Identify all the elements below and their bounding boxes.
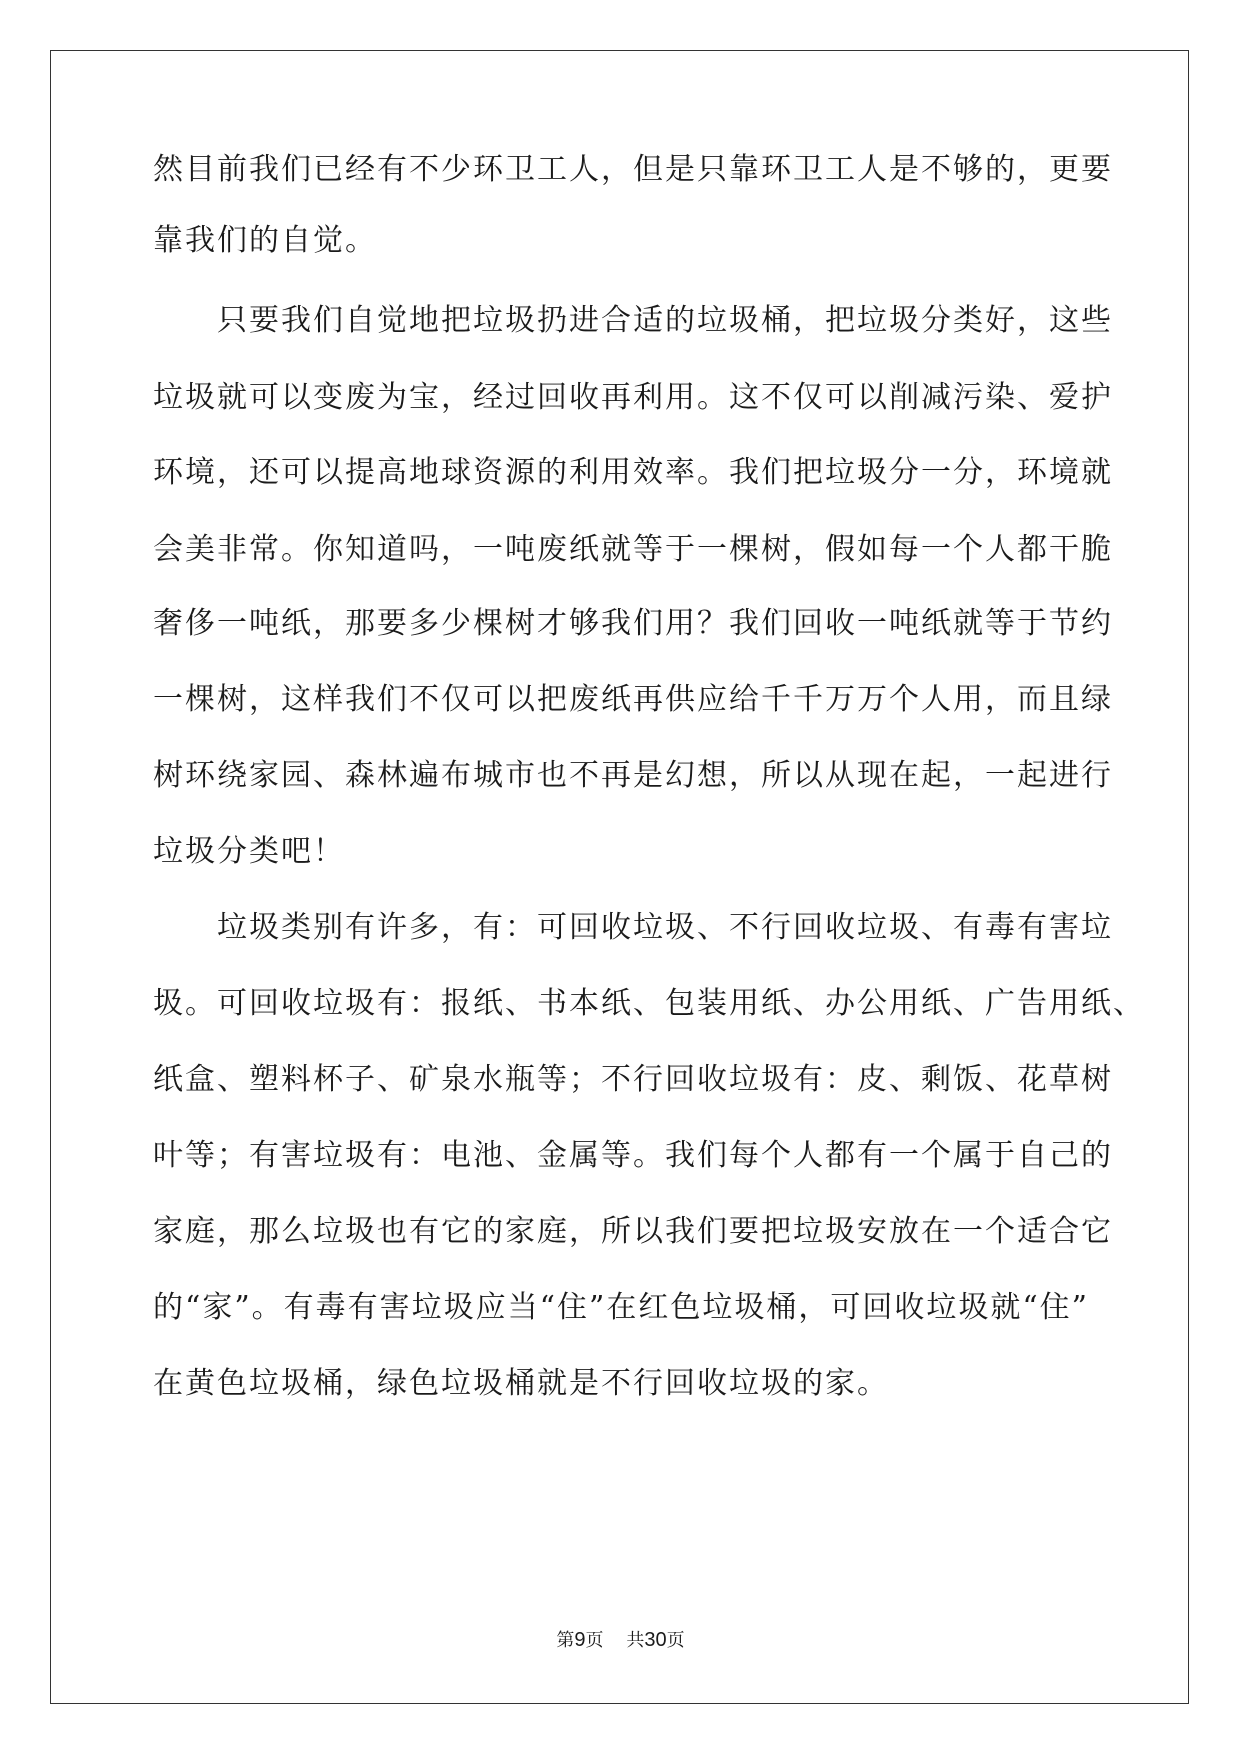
page-footer	[0, 1628, 1241, 1653]
page-suffix: 页	[585, 1630, 604, 1651]
text-line: 叶等；有害垃圾有：电池、金属等。我们每个人都有一个属于自己的	[153, 1138, 1113, 1173]
text-line: 垃圾分类吧！	[153, 834, 345, 869]
page-prefix: 第	[556, 1630, 575, 1651]
text-line: 垃圾就可以变废为宝，经过回收再利用。这不仅可以削减污染、爱护	[153, 380, 1113, 415]
text-line: 树环绕家园、森林遍布城市也不再是幻想，所以从现在起，一起进行	[153, 758, 1113, 793]
text-line: 在黄色垃圾桶，绿色垃圾桶就是不行回收垃圾的家。	[153, 1366, 889, 1401]
total-prefix: 共	[626, 1630, 645, 1651]
total-pages: 30	[644, 1629, 667, 1651]
total-suffix: 页	[666, 1630, 685, 1651]
text-line: 纸盒、塑料杯子、矿泉水瓶等；不行回收垃圾有：皮、剩饭、花草树	[153, 1062, 1113, 1097]
text-line: 的“家”。有毒有害垃圾应当“住”在红色垃圾桶，可回收垃圾就“住”	[153, 1290, 1090, 1325]
page-frame	[50, 50, 1189, 1704]
text-line: 家庭，那么垃圾也有它的家庭，所以我们要把垃圾安放在一个适合它	[153, 1214, 1113, 1249]
text-line: 环境，还可以提高地球资源的利用效率。我们把垃圾分一分，环境就	[153, 455, 1113, 490]
text-line: 靠我们的自觉。	[153, 223, 377, 258]
text-line: 圾。可回收垃圾有：报纸、书本纸、包装用纸、办公用纸、广告用纸、	[153, 986, 1145, 1021]
text-line: 会美非常。你知道吗，一吨废纸就等于一棵树，假如每一个人都干脆	[153, 532, 1113, 567]
text-line: 一棵树，这样我们不仅可以把废纸再供应给千千万万个人用，而且绿	[153, 682, 1113, 717]
text-line: 然目前我们已经有不少环卫工人，但是只靠环卫工人是不够的，更要	[153, 152, 1113, 187]
page-number: 9	[574, 1629, 586, 1651]
text-line: 只要我们自觉地把垃圾扔进合适的垃圾桶，把垃圾分类好，这些	[153, 303, 1113, 338]
text-line: 垃圾类别有许多，有：可回收垃圾、不行回收垃圾、有毒有害垃	[153, 910, 1113, 945]
text-line: 奢侈一吨纸，那要多少棵树才够我们用？我们回收一吨纸就等于节约	[153, 606, 1113, 641]
